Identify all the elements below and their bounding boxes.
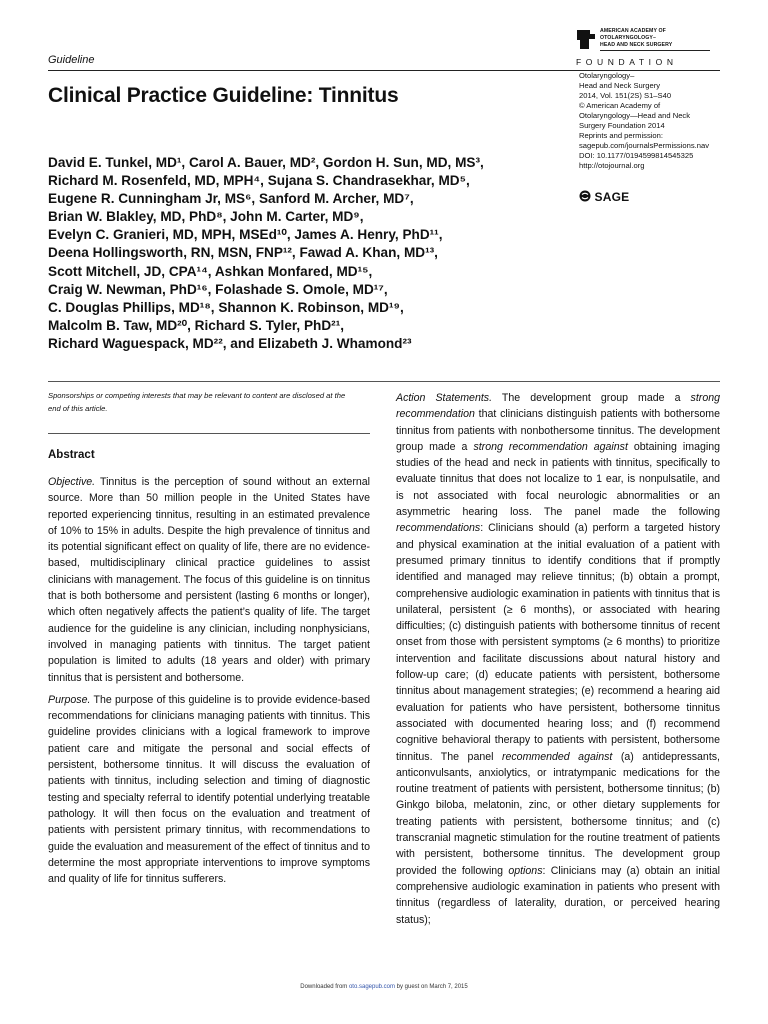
action-paragraph: Action Statements. The development group made a strong recommendation that clinicians distinguish patients with bothersome tinnitus from patients with nonbothersome tinnitus. The development group made a strong recommendation against obtaining imaging studies of the head and neck in patients with tinnitus, specifically to evaluate tinnitus that does not localize to 1 ear, is nonpulsatile, and is not associated with focal neurologic abnormalities or an asymmetric hearing loss. The panel made the following recommendations: Clinicians should (a) perform a targeted history and physical examination at the initial evaluation of a patient with presumed primary tinnitus to identify conditions that if promptly identified and managed may relieve tinnitus; (b) obtain a prompt, comprehensive audiologic examination in patients with tinnitus that is unilateral, persistent (≥ 6 months), or associated with hearing difficulties; (c) distinguish patients with bothersome tinnitus of recent onset from those with persistent symptoms (≥ 6 months) to prioritize intervention and facilitate discussions about natural history and follow-up care; (d) educate patients with persistent, bothersome tinnitus about management strategies; (e) recommend a hearing aid evaluation for patients who have persistent, bothersome tinnitus associated with documented hearing loss; and (f) recommend cognitive behavioral therapy to patients with persistent, bothersome tinnitus. The panel recommended against (a) antidepressants, anticonvulsants, anxiolytics, or intratympanic medications for the routine treatment of patients with persistent, bothersome tinnitus; (b) Ginkgo biloba, melatonin, zinc, or other dietary supplements for treating patients with persistent, bothersome tinnitus; and (c) transcranial magnetic stimulation for the routine treatment of patients with persistent, bothersome tinnitus. The development group provided the following options: Clinicians may (a) obtain an initial comprehensive audiologic examination in patients who present with tinnitus (regardless of laterality, duration, or perceived hearing status); bbox=[396, 392, 721, 926]
author-line: Eugene R. Cunningham Jr, MS⁶, Sanford M. Archer, MD⁷, bbox=[48, 191, 414, 207]
author-line: Scott Mitchell, JD, CPA¹⁴, Ashkan Monfared, MD¹⁵, bbox=[48, 263, 373, 279]
sponsorship-note: Sponsorships or competing interests that may be relevant to content are disclosed at the end of this article. bbox=[48, 391, 346, 413]
article-type-label: Guideline bbox=[48, 54, 95, 66]
section-rule bbox=[48, 381, 720, 382]
sage-logo: SAGE bbox=[579, 190, 629, 204]
download-footer: Downloaded from oto.sagepub.com by guest on March 7, 2015 bbox=[300, 984, 468, 990]
author-line: Richard Waguespack, MD²², and Elizabeth J. Whamond²³ bbox=[48, 335, 412, 351]
author-line: Brian W. Blakley, MD, PhD⁸, John M. Carter, MD⁹, bbox=[48, 209, 364, 225]
author-line: Craig W. Newman, PhD¹⁶, Folashade S. Omole, MD¹⁷, bbox=[48, 281, 388, 297]
logo-rule bbox=[600, 50, 710, 51]
author-list bbox=[48, 154, 548, 353]
author-line: David E. Tunkel, MD¹, Carol A. Bauer, MD², Gordon H. Sun, MD, MS³, bbox=[48, 155, 484, 170]
abstract-body bbox=[48, 474, 370, 893]
abstract-heading: Abstract bbox=[48, 449, 95, 461]
journal-info: Otolaryngology– Head and Neck Surgery 2014, Vol. 151(2S) S1–S40 © American Academy of Otolaryngology—Head and Neck Surgery Foundation 2014 Reprints and permission: sagepub.com/journalsPermissions.nav DOI: 10.1177/0194599814545325 http://otojournal.org bbox=[579, 71, 729, 171]
objective-paragraph: Objective. Tinnitus is the perception of sound without an external source. More than 50 million people in the United States have reported experiencing tinnitus, resulting in an estimated prevalence of 10% to 15% in adults. Despite the high prevalence of tinnitus and its potential significant effect on quality of life, there are no evidence-based, multidisciplinary clinical practice guidelines to assist clinicians with management. The focus of this guideline is on tinnitus that is both bothersome and persistent (lasting 6 months or longer), which often negatively affects the patient’s quality of life. The target audience for the guideline is any clinician, including nonphysicians, involved in managing patients with tinnitus. The target patient population is limited to adults (18 years and older) with primary tinnitus that is persistent and bothersome. bbox=[48, 476, 370, 684]
action-statements bbox=[396, 390, 720, 934]
abstract-rule bbox=[48, 433, 370, 434]
purpose-paragraph: Purpose. The purpose of this guideline is to provide evidence-based recommendations for clinicians managing patients with tinnitus. This guideline provides clinicians with a logical framework to improve patient care and mitigate the personal and social effects of persistent, bothersome tinnitus. It will discuss the evaluation of patients with tinnitus, including selection and timing of diagnostic testing and specialty referral to identify potential underlying treatable pathology. It will then focus on the evaluation and treatment of patients with persistent primary tinnitus, with recommendations to guide the evaluation and measurement of the effect of tinnitus and to determine the most appropriate interventions to improve symptoms and quality of life for tinnitus sufferers. bbox=[48, 693, 370, 886]
author-line: Deena Hollingsworth, RN, MSN, FNP¹², Fawad A. Khan, MD¹³, bbox=[48, 245, 438, 261]
sagepub-link[interactable]: oto.sagepub.com bbox=[348, 984, 395, 990]
author-line: Richard M. Rosenfeld, MD, MPH⁴, Sujana S. Chandrasekhar, MD⁵, bbox=[48, 173, 470, 189]
journal-url[interactable]: http://otojournal.org bbox=[579, 161, 645, 170]
author-line: Malcolm B. Taw, MD²⁰, Richard S. Tyler, PhD²¹, bbox=[48, 317, 344, 333]
academy-emblem-icon bbox=[576, 28, 596, 50]
sage-swirl-icon bbox=[579, 190, 591, 202]
permissions-link[interactable]: sagepub.com/journalsPermissions.nav bbox=[579, 141, 710, 150]
logo-wordmark: AMERICAN ACADEMY OF OTOLARYNGOLOGY– HEAD AND NECK SURGERY bbox=[600, 28, 673, 48]
logo-foundation: FOUNDATION bbox=[576, 57, 678, 67]
author-line: C. Douglas Phillips, MD¹⁸, Shannon K. Robinson, MD¹⁹, bbox=[48, 299, 404, 315]
author-line: Evelyn C. Granieri, MD, MPH, MSEd¹⁰, James A. Henry, PhD¹¹, bbox=[48, 227, 443, 243]
article-title: Clinical Practice Guideline: Tinnitus bbox=[48, 84, 399, 107]
